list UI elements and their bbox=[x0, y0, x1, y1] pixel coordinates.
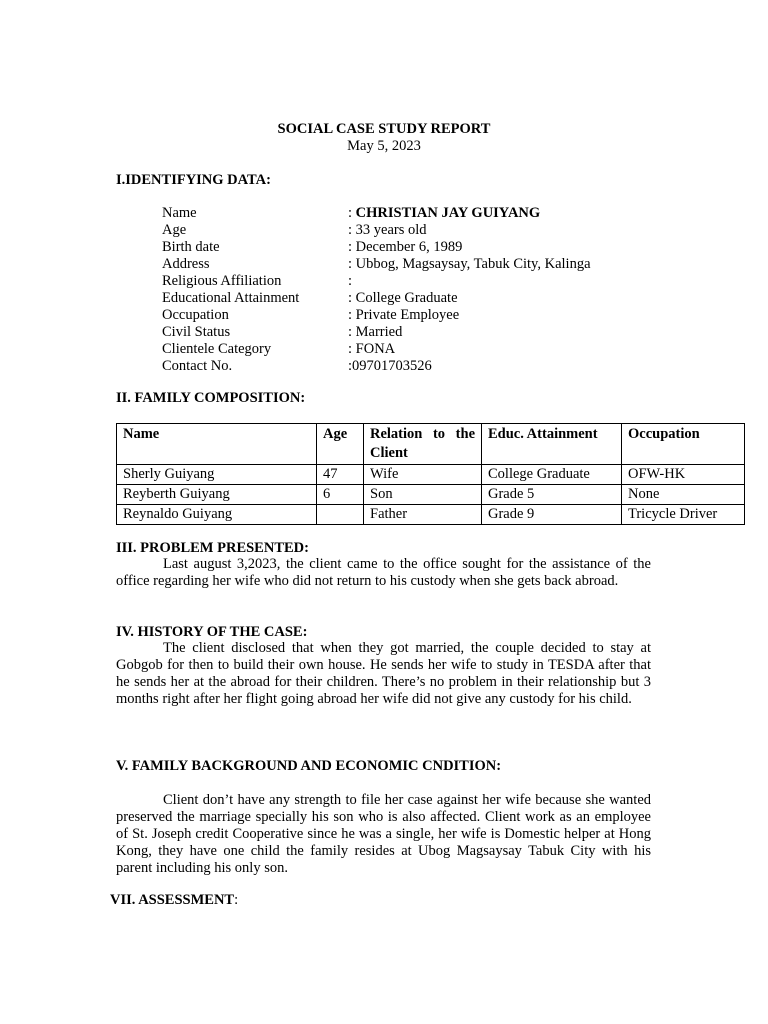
history-paragraph: The client disclosed that when they got married, the couple decided to stay at Gobgob for then to build their own house. He sends her wife to study in TESDA after that he sends her at the abroad for their children. There’s no problem in their relationship but 3 months right after her flight going abroad her wife did not give any custody for his child. bbox=[116, 640, 651, 707]
id-value: : Ubbog, Magsaysay, Tabuk City, Kalinga bbox=[348, 256, 591, 272]
table-cell: OFW-HK bbox=[622, 465, 745, 485]
id-label: Educational Attainment bbox=[162, 290, 300, 306]
id-value: : 33 years old bbox=[348, 222, 427, 238]
client-name: CHRISTIAN JAY GUIYANG bbox=[355, 205, 541, 221]
id-label: Religious Affiliation bbox=[162, 273, 282, 289]
section-problem-presented-heading: III. PROBLEM PRESENTED: bbox=[116, 540, 309, 556]
id-value: : Private Employee bbox=[348, 307, 460, 323]
column-header: Educ. Attainment bbox=[482, 424, 622, 465]
table-cell: Grade 9 bbox=[482, 505, 622, 525]
table-cell: Sherly Guiyang bbox=[117, 465, 317, 485]
report-title: SOCIAL CASE STUDY REPORT bbox=[277, 121, 491, 137]
section-family-background-heading: V. FAMILY BACKGROUND AND ECONOMIC CNDITION: bbox=[116, 758, 502, 774]
id-label: Clientele Category bbox=[162, 341, 272, 357]
column-header: Relation to the Client bbox=[364, 424, 482, 465]
id-value: : CHRISTIAN JAY GUIYANG bbox=[348, 205, 541, 221]
id-label: Contact No. bbox=[162, 358, 233, 374]
table-cell: 6 bbox=[317, 485, 364, 505]
id-label: Occupation bbox=[162, 307, 229, 323]
table-cell bbox=[317, 505, 364, 525]
table-cell: Reynaldo Guiyang bbox=[117, 505, 317, 525]
column-header: Occupation bbox=[622, 424, 745, 465]
id-value: : Married bbox=[348, 324, 403, 340]
section-family-composition-heading: II. FAMILY COMPOSITION: bbox=[116, 390, 306, 406]
table-cell: Reyberth Guiyang bbox=[117, 485, 317, 505]
id-label: Birth date bbox=[162, 239, 220, 255]
id-label: Name bbox=[162, 205, 197, 221]
table-cell: None bbox=[622, 485, 745, 505]
table-cell: Father bbox=[364, 505, 482, 525]
id-label: Age bbox=[162, 222, 187, 238]
family-composition-table bbox=[116, 423, 745, 525]
table-cell: Tricycle Driver bbox=[622, 505, 745, 525]
table-cell: College Graduate bbox=[482, 465, 622, 485]
family-background-paragraph: Client don’t have any strength to file her case against her wife because she wanted preserved the marriage specially his son who is also affected. Client work as an employee of St. Joseph credit Cooperative since he was a single, her wife is Domestic helper at Hong Kong, they have one child the family resides at Ubog Magsaysay Tabuk City with his parent including his only son. bbox=[116, 792, 651, 876]
table-cell: Son bbox=[364, 485, 482, 505]
table-cell: Grade 5 bbox=[482, 485, 622, 505]
id-label: Civil Status bbox=[162, 324, 231, 340]
section-history-heading: IV. HISTORY OF THE CASE: bbox=[116, 624, 308, 640]
table-row bbox=[117, 485, 745, 505]
id-value: :09701703526 bbox=[348, 358, 432, 374]
table-header-row bbox=[117, 424, 745, 465]
id-value: : bbox=[348, 273, 353, 289]
table-row bbox=[117, 465, 745, 485]
id-value: : College Graduate bbox=[348, 290, 458, 306]
id-value: : December 6, 1989 bbox=[348, 239, 463, 255]
id-value: : FONA bbox=[348, 341, 396, 357]
column-header: Age bbox=[317, 424, 364, 465]
table-cell: Wife bbox=[364, 465, 482, 485]
section-assessment-heading: VII. ASSESSMENT: bbox=[110, 892, 239, 908]
section-identifying-data-heading: I.IDENTIFYING DATA: bbox=[116, 172, 271, 188]
table-cell: 47 bbox=[317, 465, 364, 485]
problem-presented-paragraph: Last august 3,2023, the client came to the office sought for the assistance of the office regarding her wife who did not return to his custody when she gets back abroad. bbox=[116, 556, 651, 589]
column-header: Name bbox=[117, 424, 317, 465]
report-date: May 5, 2023 bbox=[347, 138, 421, 154]
id-label: Address bbox=[162, 256, 210, 272]
table-row bbox=[117, 505, 745, 525]
